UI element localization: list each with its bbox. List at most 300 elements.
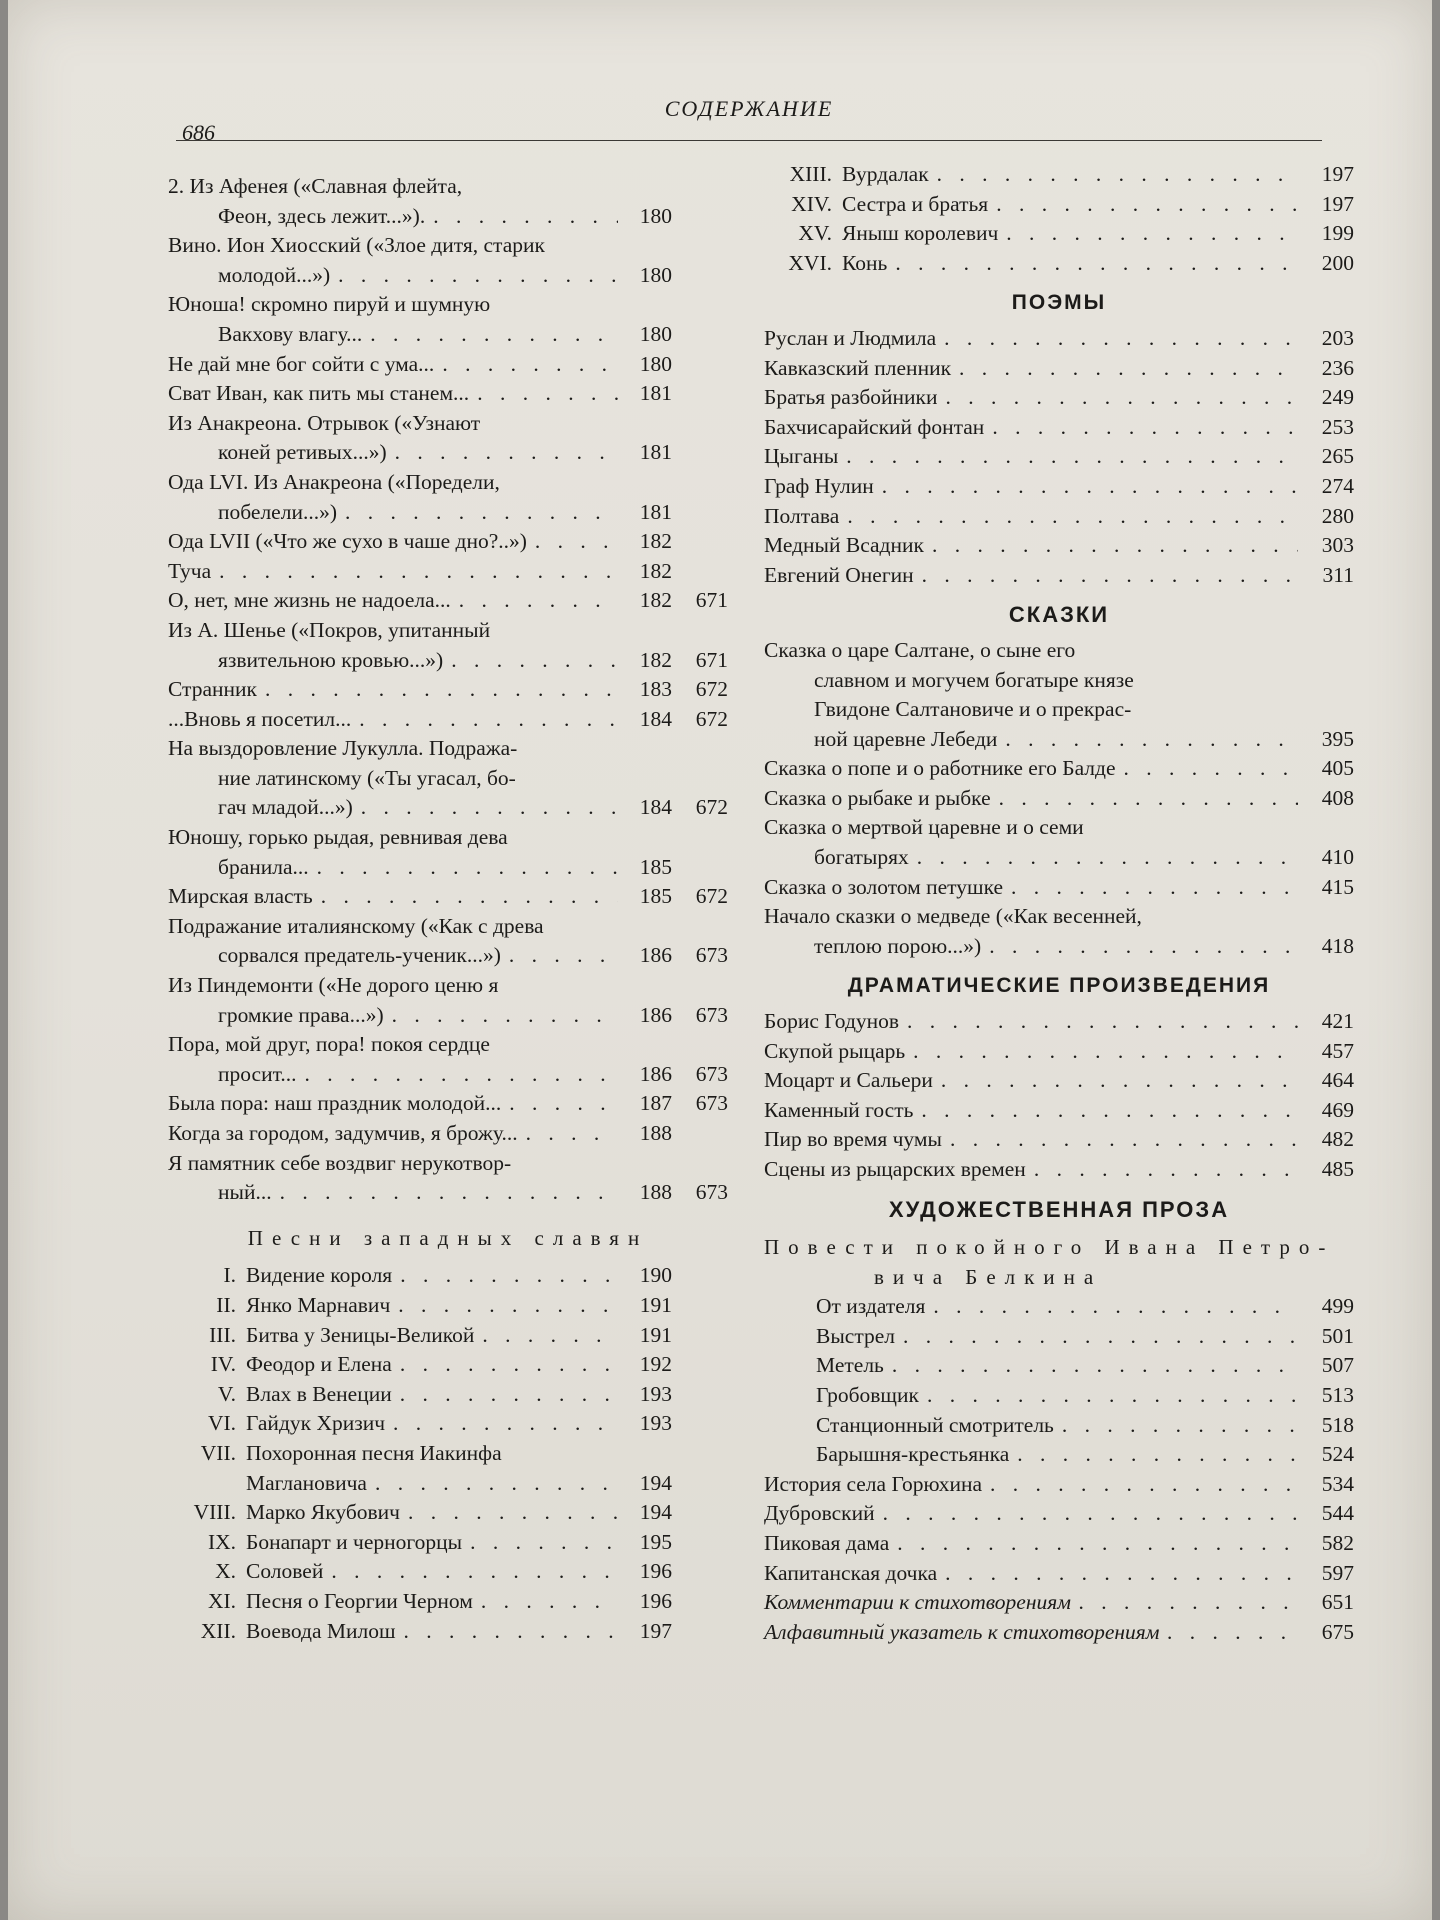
entry-title [764,160,1298,190]
toc-entry [764,1351,1354,1381]
toc-entry [764,442,1354,472]
entry-title-line: Пир во время чумы [764,1127,942,1152]
leader-dots [997,725,1298,755]
entry-title [168,468,618,527]
entry-title [168,290,618,349]
comment-page-ref: 673 [695,1002,728,1027]
entry-title [168,1261,618,1291]
entry-title [764,1155,1298,1185]
page-ref: 186 [639,943,672,968]
entry-title-line: Маглановича [246,1470,367,1495]
toc-entry [764,190,1354,220]
entry-title [168,1321,618,1351]
leader-dots [951,354,1298,384]
leader-dots [297,1060,619,1090]
entry-title-line: Сказка о золотом петушке [764,874,1004,899]
page-ref: 408 [1321,785,1354,810]
poem-list [168,172,728,1208]
entry-title-line: Из Анакреона. Отрывок («Узнают [168,410,481,435]
entry-title-line: Комментарии к стихотворениям [764,1590,1071,1615]
entry-title-line: Вурдалак [842,162,929,186]
page-ref: 191 [639,1292,672,1317]
toc-entry [764,873,1354,903]
song-number: V. [217,1381,236,1406]
leader-dots [518,1119,618,1149]
leader-dots [451,586,618,616]
leader-dots [875,1499,1298,1529]
entry-title-line: гач младой...») [218,795,353,820]
page-ref: 184 [639,795,672,820]
entry-title-line: Сестра и братья [842,191,989,216]
toc-entry [168,1409,728,1439]
toc-entry [764,813,1354,872]
entry-title-line: Пора, мой друг, пора! покоя сердце [168,1032,490,1057]
entry-title-line: Мирская власть [168,884,313,909]
entry-title-line: Кавказский пленник [764,355,952,380]
leader-dots [1054,1411,1298,1441]
page-ref: 190 [639,1263,672,1288]
comment-page-ref: 673 [695,1091,728,1116]
leader-dots [895,1322,1298,1352]
prose-heading: ХУДОЖЕСТВЕННАЯ ПРОЗА [888,1196,1230,1222]
entry-title [168,1380,618,1410]
page-ref: 183 [639,677,672,702]
toc-entry [764,784,1354,814]
page-ref: 188 [639,1180,672,1205]
toc-entry [168,1291,728,1321]
page-ref: 197 [1321,162,1354,186]
page-ref: 180 [639,351,672,376]
leader-dots [400,1498,618,1528]
toc-entry [168,823,728,882]
leader-dots [924,531,1298,561]
page-ref: 274 [1321,473,1354,498]
leader-dots [1116,754,1298,784]
entry-title [764,1440,1298,1470]
toc-entry [764,1007,1354,1037]
page-ref: 485 [1321,1157,1354,1181]
entry-title [168,1350,618,1380]
entry-title [764,1007,1298,1037]
entry-title-line: Вино. Ион Хиосский («Злое дитя, старик [168,233,545,258]
entry-title [168,379,618,409]
entry-title [764,1559,1298,1589]
entry-title [764,1322,1298,1352]
entry-title-line: Похоронная песня Иакинфа [246,1440,502,1465]
leader-dots [839,502,1298,532]
toc-entry [168,1587,728,1617]
page-ref: 280 [1321,503,1354,528]
page-ref: 534 [1321,1471,1354,1496]
page-ref: 457 [1321,1038,1354,1063]
toc-entry [168,231,728,290]
leader-dots [434,350,618,380]
leader-dots [362,320,618,350]
page-ref: 185 [639,854,672,879]
song-number: XI. [207,1588,236,1613]
entry-title-line: Дубровский [764,1501,875,1526]
leader-dots [1009,1440,1298,1470]
leader-dots [991,784,1298,814]
entry-title [764,1292,1298,1322]
entry-title-line: Пиковая дама [764,1530,890,1555]
leader-dots [914,561,1298,591]
entry-title-line: Сказка о попе и о работнике его Балде [764,756,1116,781]
page-ref: 395 [1321,726,1354,751]
entry-title-line: Янко Марнавич [246,1292,391,1317]
tales-list [764,636,1354,962]
toc-entry [764,1411,1354,1441]
entry-title [168,1617,618,1647]
entry-title [168,823,618,882]
page-ref: 196 [639,1559,672,1584]
leader-dots [385,1409,618,1439]
entry-title [764,383,1298,413]
entry-title [168,971,618,1030]
entry-title-line: Не дай мне бог сойти с ума... [168,351,435,376]
page-ref: 191 [639,1322,672,1347]
toc-entry [168,1261,728,1291]
entry-title-line: Борис Годунов [764,1009,900,1034]
leader-dots [392,1261,618,1291]
leader-dots [936,324,1298,354]
leader-dots [474,1321,618,1351]
toc-entry [764,160,1354,190]
page-ref: 182 [639,588,672,613]
entry-title-line: Из Пиндемонти («Не дорого ценю я [168,973,499,998]
entry-title [764,784,1298,814]
entry-title-line: Сказка о царе Салтане, о сыне его [764,637,1076,662]
entry-title-line: Соловей [246,1559,324,1584]
entry-title [764,190,1298,220]
leader-dots [473,1587,618,1617]
entry-title [764,813,1298,872]
toc-entry [168,290,728,349]
toc-entry [168,1321,728,1351]
entry-title-line: Вакхову влагу... [218,321,363,346]
leader-dots [988,190,1298,220]
entry-title-line: Странник [168,677,257,702]
entry-title-line: Сказка о мертвой царевне и о семи [764,815,1084,840]
entry-title [168,527,618,557]
entry-title-line: Сват Иван, как пить мы станем... [168,381,470,406]
song-number: IV. [210,1352,236,1377]
page-header [176,92,1322,145]
page-ref: 469 [1321,1097,1354,1122]
entry-title [168,557,618,587]
page-ref: 184 [639,706,672,731]
entry-title-line: Скупой рыцарь [764,1038,906,1063]
song-number: X. [215,1559,236,1584]
page-ref: 410 [1321,845,1354,870]
comment-page-ref: 672 [695,706,728,731]
leader-dots [929,160,1298,190]
entry-title-line: О, нет, мне жизнь не надоела... [168,588,451,613]
toc-entry [764,561,1354,591]
entry-title [168,882,618,912]
entry-title [764,561,1298,591]
entry-title [168,1291,618,1321]
entry-title [168,1439,618,1498]
page-ref: 197 [639,1618,672,1643]
leader-dots [887,249,1298,279]
belkin-heading [764,1232,1354,1292]
comment-page-ref: 673 [695,1061,728,1086]
toc-entry [168,1439,728,1498]
leader-dots [1003,873,1298,903]
entry-title-line: Гайдук Хризич [246,1411,386,1436]
entry-title-line: Феодор и Елена [246,1352,392,1377]
entry-title-line: Бонапарт и черногорцы [246,1529,463,1554]
entry-title [764,354,1298,384]
entry-title-line: Когда за городом, задумчив, я брожу... [168,1121,518,1145]
entry-title [764,1125,1298,1155]
page-ref: 651 [1321,1590,1354,1615]
leader-dots [874,472,1298,502]
page-title: СОДЕРЖАНИЕ [664,96,834,121]
entry-title [168,172,618,231]
entry-title [764,754,1298,784]
entry-title [764,902,1298,961]
entry-title [168,1119,618,1149]
leader-dots [942,1125,1298,1155]
entry-title [168,1557,618,1587]
entry-title-line: Марко Якубович [246,1500,400,1525]
page-ref: 501 [1321,1323,1354,1348]
poems-heading: ПОЭМЫ [1011,291,1107,315]
page-number: 686 [182,120,215,145]
entry-title-line: Ода LVI. Из Анакреона («Поредели, [168,469,500,494]
leader-dots [390,1291,618,1321]
entry-title-line: Евгений Онегин [764,562,914,587]
entry-title [764,219,1298,249]
page-ref: 195 [639,1529,672,1554]
toc-entry [168,1557,728,1587]
leader-dots [353,793,618,823]
entry-title-line: просит... [218,1061,297,1086]
poems-list [764,324,1354,590]
left-column [168,172,728,1646]
entry-title-line: ...Вновь я посетил... [168,706,352,731]
entry-title-line: От издателя [816,1294,926,1319]
entry-title-line: Битва у Зеницы-Великой [246,1322,475,1347]
comment-page-ref: 673 [695,1180,728,1205]
songs-list [168,1261,728,1646]
toc-entry [764,1440,1354,1470]
page-ref: 186 [639,1061,672,1086]
comment-page-ref: 673 [695,943,728,968]
entry-title [168,616,618,675]
leader-dots [323,1557,618,1587]
leader-dots [933,1066,1298,1096]
leader-dots [313,882,618,912]
entry-title [764,531,1298,561]
entry-title-line: богатырях [814,845,909,870]
entry-title [168,705,618,735]
entry-title [764,249,1298,279]
toc-entry [764,354,1354,384]
page-ref: 197 [1321,191,1354,216]
entry-title [764,636,1298,754]
page-ref: 194 [639,1470,672,1495]
toc-entry [764,1559,1354,1589]
page-ref: 421 [1321,1009,1354,1034]
entry-title-line: Сцены из рыцарских времен [764,1157,1026,1181]
page-ref: 187 [639,1091,672,1116]
entry-title [764,1499,1298,1529]
entry-title [764,502,1298,532]
toc-entry [764,1292,1354,1322]
toc-entry [168,1030,728,1089]
leader-dots [982,1470,1298,1500]
leader-dots [469,379,618,409]
entry-title-line: Феон, здесь лежит...»). [218,203,426,228]
leader-dots [919,1381,1298,1411]
entry-title-line: Была пора: наш праздник молодой... [168,1091,502,1116]
entry-title [168,231,618,290]
entry-title [168,586,618,616]
toc-entry [168,586,728,616]
song-number: XV. [798,221,832,246]
leader-dots [384,1001,618,1031]
toc-entry [764,1499,1354,1529]
page-ref: 181 [639,440,672,465]
belkin-list [764,1292,1354,1470]
page-ref: 180 [639,321,672,346]
entry-title [168,1528,618,1558]
entry-title-line: 2. Из Афенея («Славная флейта, [168,174,463,198]
prose-list [764,1470,1354,1588]
toc-entry [764,219,1354,249]
toc-entry [168,172,728,231]
entry-title-line: Алфавитный указатель к стихотворениям [764,1619,1160,1644]
page-ref: 249 [1321,385,1354,410]
entry-title [764,1096,1298,1126]
page-ref: 182 [639,529,672,554]
right-column [764,160,1354,1647]
page-ref: 180 [639,262,672,287]
belkin-heading-line: Повести покойного Ивана Петро- [764,1235,1335,1260]
song-number: VIII. [193,1500,236,1525]
song-number: VII. [200,1440,236,1465]
toc-entry [168,912,728,971]
toc-entry [764,1322,1354,1352]
entry-title-line: ние латинскому («Ты угасал, бо- [218,765,516,790]
page-ref: 181 [639,381,672,406]
entry-title-line: язвительною кровью...») [218,647,444,672]
entry-title-line: Медный Всадник [764,533,924,558]
leader-dots [984,413,1298,443]
leader-dots [309,853,618,883]
leader-dots [392,1380,618,1410]
entry-title [764,413,1298,443]
entry-title-line: Ода LVII («Что же сухо в чаше дно?..») [168,529,527,554]
entry-title-line: Граф Нулин [764,473,874,498]
leader-dots [396,1617,618,1647]
page-ref: 464 [1321,1068,1354,1093]
page-ref: 513 [1321,1382,1354,1407]
belkin-heading-line: вича Белкина [874,1265,1103,1290]
page-ref: 188 [639,1121,672,1145]
leader-dots [501,1089,618,1119]
appendix-list [764,1588,1354,1647]
song-number: XIII. [789,162,832,186]
comment-page-ref: 672 [695,884,728,909]
page-ref: 192 [639,1352,672,1377]
page-ref: 194 [639,1500,672,1525]
leader-dots [937,1559,1298,1589]
entry-title [764,442,1298,472]
entry-title-line: Моцарт и Сальери [764,1068,933,1093]
entry-title-line: Сказка о рыбаке и рыбке [764,785,991,810]
toc-entry [764,502,1354,532]
leader-dots [909,843,1298,873]
entry-title [168,1149,618,1208]
leader-dots [938,383,1299,413]
song-number: XII. [200,1618,236,1643]
entry-title-line: Руслан и Людмила [764,325,937,350]
leader-dots [425,202,618,232]
entry-title-line: Начало сказки о медведе («Как весенней, [764,904,1142,929]
toc-entry [168,1498,728,1528]
entry-title-line: Юноша! скромно пируй и шумную [168,292,491,317]
toc-entry [764,249,1354,279]
toc-entry [764,324,1354,354]
songs-list-continued [764,160,1354,278]
toc-entry [168,527,728,557]
entry-title-line: славном и могучем богатыре князе [814,667,1134,692]
toc-entry [764,902,1354,961]
page-ref: 181 [639,499,672,524]
comment-page-ref: 672 [695,795,728,820]
entry-title-line: На выздоровление Лукулла. Подража- [168,736,518,761]
comment-page-ref: 672 [695,677,728,702]
toc-entry [764,1155,1354,1185]
entry-title-line: Каменный гость [764,1097,914,1122]
page-ref: 182 [639,558,672,583]
leader-dots [905,1037,1298,1067]
toc-entry [168,734,728,823]
toc-entry [764,1529,1354,1559]
comment-page-ref: 671 [695,647,728,672]
toc-entry [764,1381,1354,1411]
page-ref: 253 [1321,414,1354,439]
entry-title-line: Братья разбойники [764,385,938,410]
song-number: II. [216,1292,236,1317]
page-ref: 200 [1321,250,1354,275]
toc-entry [168,1617,728,1647]
entry-title [764,873,1298,903]
toc-entry [168,675,728,705]
entry-title-line: Выстрел [816,1323,896,1348]
entry-title-line: ный... [218,1180,272,1205]
entry-title-line: Гвидоне Салтановиче и о прекрас- [814,697,1132,722]
toc-entry [168,705,728,735]
entry-title-line: молодой...») [218,262,331,287]
leader-dots [211,557,618,587]
songs-heading: Песни западных славян [247,1225,649,1250]
toc-entry [168,882,728,912]
toc-entry [764,1096,1354,1126]
entry-title-line: Юношу, горько рыдая, ревнивая дева [168,825,508,850]
toc-entry [764,636,1354,754]
entry-title-line: Метель [816,1353,884,1378]
drama-list [764,1007,1354,1185]
entry-title-line: Туча [168,558,212,583]
page-ref: 185 [639,884,672,909]
leader-dots [889,1529,1298,1559]
leader-dots [392,1350,618,1380]
